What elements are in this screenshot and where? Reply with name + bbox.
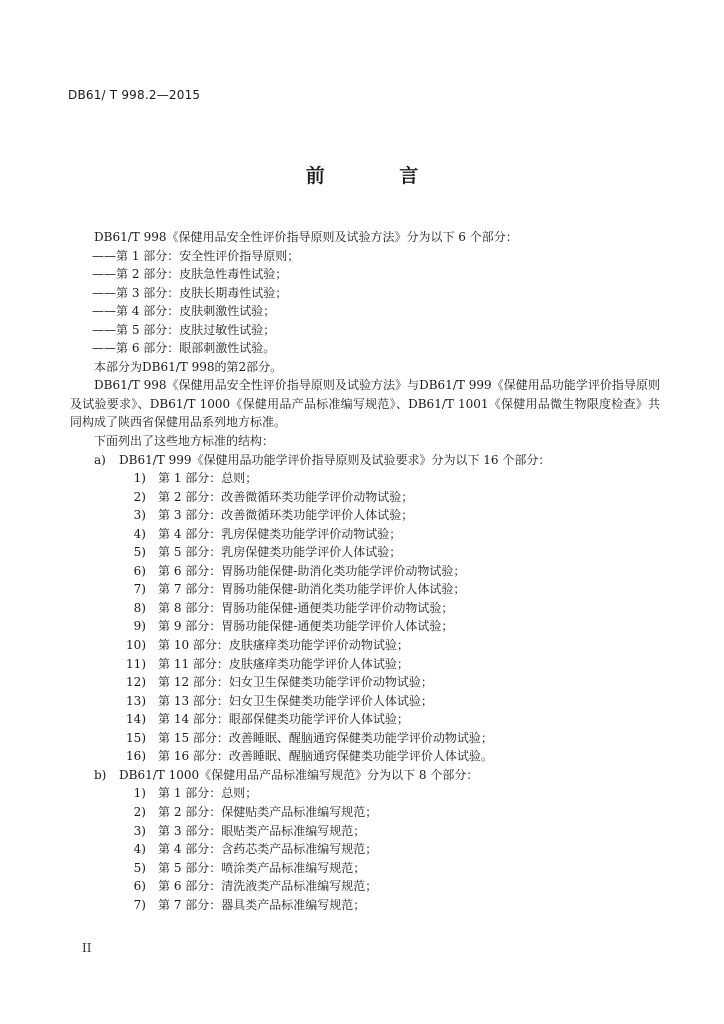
list-item (70, 673, 660, 692)
item-number: 5) (133, 860, 146, 875)
item-text: 第 4 部分：含药芯类产品标准编写规范； (158, 842, 378, 857)
item-number: 6) (133, 879, 146, 894)
section-a-label: a) (94, 452, 106, 467)
section-b-label: b) (94, 767, 107, 782)
list-item (70, 506, 660, 525)
item-text: 第 8 部分：胃肠功能保健-通便类功能学评价动物试验； (158, 600, 454, 615)
item-number: 3) (133, 508, 146, 523)
item-number: 3) (133, 823, 146, 838)
item-text: 第 4 部分：乳房保健类功能学评价动物试验； (158, 526, 402, 541)
item-number: 2) (133, 804, 146, 819)
list-item (70, 636, 660, 655)
item-number: 12) (126, 675, 146, 690)
item-number: 7) (133, 582, 146, 597)
standard-code: DB61/ T 998.2—2015 (68, 88, 201, 102)
item-text: 第 5 部分：乳房保健类功能学评价人体试验； (158, 545, 402, 560)
item-text: 第 6 部分：胃肠功能保健-助消化类功能学评价动物试验； (158, 563, 466, 578)
part-item: ——第 6 部分：眼部刺激性试验。 (92, 341, 276, 356)
list-item (70, 488, 660, 507)
list-item (70, 859, 660, 878)
part-item: ——第 3 部分：皮肤长期毒性试验； (92, 285, 288, 300)
list-item (70, 840, 660, 859)
this-part-line: 本部分为DB61/T 998的第2部分。 (94, 359, 283, 374)
list-item (70, 877, 660, 896)
item-number: 4) (133, 526, 146, 541)
list-item (70, 655, 660, 674)
relation-paragraph: DB61/T 998《保健用品安全性评价指导原则及试验方法》与DB61/T 999《保健用品功能学评价指导原则及试验要求》、DB61/T 1000《保健用品产品标准编写规范》、DB61/T 1001《保健用品微生物限度检查》共同构成了陕西省保健用品系列地方标准。 (70, 378, 660, 430)
item-text: 第 1 部分：总则； (158, 471, 258, 486)
list-item (70, 617, 660, 636)
item-text: 第 14 部分：眼部保健类功能学评价人体试验； (158, 712, 409, 727)
list-item (70, 469, 660, 488)
intro-line: DB61/T 998《保健用品安全性评价指导原则及试验方法》分为以下 6 个部分： (94, 230, 518, 244)
preface-body (70, 228, 660, 914)
part-item: ——第 2 部分：皮肤急性毒性试验； (92, 267, 288, 282)
page-number: II (82, 941, 92, 955)
item-text: 第 10 部分：皮肤瘙痒类功能学评价动物试验； (158, 638, 409, 653)
item-number: 1) (133, 786, 146, 801)
item-text: 第 16 部分：改善睡眠、醒脑通窍保健类功能学评价人体试验。 (158, 749, 493, 764)
item-number: 8) (133, 600, 146, 615)
item-number: 14) (126, 712, 146, 727)
item-number: 6) (133, 563, 146, 578)
list-item (70, 784, 660, 803)
item-number: 4) (133, 842, 146, 857)
item-number: 16) (126, 749, 146, 764)
section-a-text: DB61/T 999《保健用品功能学评价指导原则及试验要求》分为以下 16 个部分： (119, 452, 551, 467)
list-item (70, 692, 660, 711)
part-item: ——第 5 部分：皮肤过敏性试验； (92, 322, 276, 337)
structure-intro: 下面列出了这些地方标准的结构： (94, 434, 275, 449)
item-text: 第 6 部分：清洗液类产品标准编写规范； (158, 879, 378, 894)
item-number: 7) (133, 897, 146, 912)
list-item (70, 747, 660, 766)
section-a (70, 451, 660, 470)
item-number: 11) (126, 656, 146, 671)
list-item (70, 896, 660, 915)
list-item (70, 525, 660, 544)
item-text: 第 9 部分：胃肠功能保健-通便类功能学评价人体试验； (158, 619, 454, 634)
list-item (70, 822, 660, 841)
item-text: 第 3 部分：改善微循环类功能学评价人体试验； (158, 508, 414, 523)
list-item (70, 710, 660, 729)
item-text: 第 7 部分：器具类产品标准编写规范； (158, 897, 366, 912)
item-number: 1) (133, 471, 146, 486)
list-item (70, 562, 660, 581)
item-text: 第 12 部分：妇女卫生保健类功能学评价动物试验； (158, 675, 433, 690)
list-item (70, 803, 660, 822)
item-text: 第 7 部分：胃肠功能保健-助消化类功能学评价人体试验； (158, 582, 466, 597)
section-b-text: DB61/T 1000《保健用品产品标准编写规范》分为以下 8 个部分： (119, 767, 479, 782)
list-item (70, 599, 660, 618)
item-text: 第 3 部分：眼贴类产品标准编写规范； (158, 823, 366, 838)
part-item: ——第 1 部分：安全性评价指导原则； (92, 248, 300, 263)
list-item (70, 580, 660, 599)
item-text: 第 2 部分：改善微循环类功能学评价动物试验； (158, 489, 414, 504)
page-title: 前 言 (305, 165, 453, 187)
item-number: 9) (133, 619, 146, 634)
item-text: 第 13 部分：妇女卫生保健类功能学评价人体试验； (158, 693, 433, 708)
item-text: 第 11 部分：皮肤瘙痒类功能学评价人体试验； (158, 656, 409, 671)
list-item (70, 543, 660, 562)
item-text: 第 5 部分：喷涂类产品标准编写规范； (158, 860, 366, 875)
item-text: 第 2 部分：保健贴类产品标准编写规范； (158, 804, 378, 819)
item-number: 5) (133, 545, 146, 560)
section-b (70, 766, 660, 785)
item-text: 第 1 部分：总则； (158, 786, 258, 801)
list-item (70, 729, 660, 748)
item-number: 10) (126, 638, 146, 653)
item-text: 第 15 部分：改善睡眠、醒脑通窍保健类功能学评价动物试验； (158, 730, 493, 745)
part-item: ——第 4 部分：皮肤刺激性试验； (92, 304, 276, 319)
item-number: 15) (126, 730, 146, 745)
item-number: 2) (133, 489, 146, 504)
item-number: 13) (126, 693, 146, 708)
